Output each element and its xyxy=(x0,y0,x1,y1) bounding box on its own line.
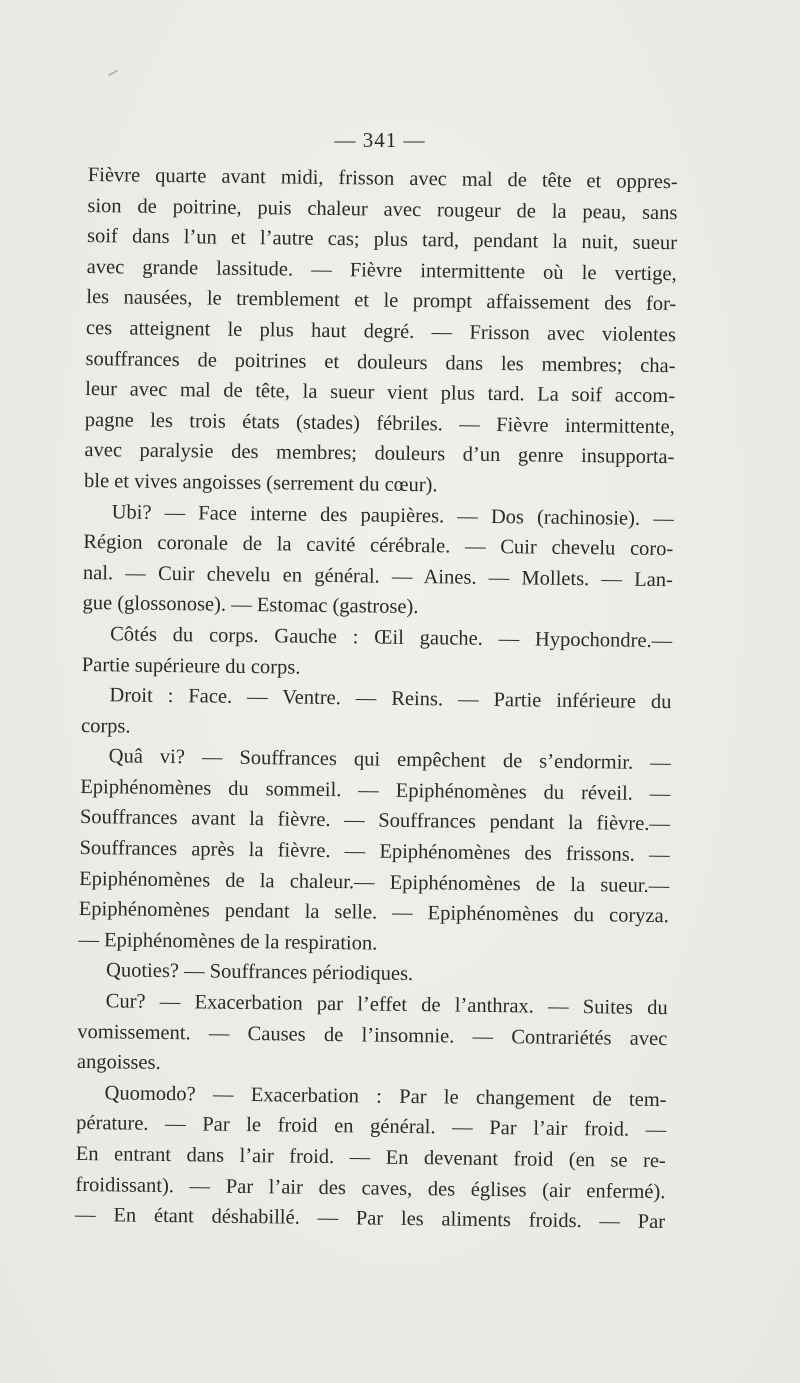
text-line: corps. xyxy=(80,714,131,738)
text-line: pagne les trois états (stades) fébriles. — Fièvre intermittente, xyxy=(84,408,675,438)
page-number: — 341 — xyxy=(334,128,426,152)
text-line: soif dans l’un et l’autre cas; plus tard, pendant la nuit, sueur xyxy=(86,225,678,255)
text-line: les nausées, le tremblement et le prompt affaissement des for- xyxy=(86,286,677,316)
text-line: — Epiphénomènes de la respiration. xyxy=(78,928,378,955)
paper-mark xyxy=(108,70,118,77)
text-line: Côtés du corps. Gauche : Œil gauche. — Hypochondre.— xyxy=(110,623,673,653)
text-line: Droit : Face. — Ventre. — Reins. — Partie inférieure du xyxy=(109,684,672,714)
text-line: nal. — Cuir chevelu en général. — Aines. — Mollets. — Lan- xyxy=(82,561,674,591)
text-line: Partie supérieure du corps. xyxy=(81,653,301,679)
text-line: souffrances de poitrines et douleurs dans les membres; cha- xyxy=(85,347,676,377)
text-line: Souffrances après la fièvre. — Epiphénomènes des frissons. — xyxy=(79,837,670,867)
text-line: froidissant). — Par l’air des caves, des églises (air enfermé). xyxy=(75,1173,666,1203)
text-line: Région coronale de la cavité cérébrale. — Cuir chevelu coro- xyxy=(83,531,674,561)
text-line: Epiphénomènes pendant la selle. — Epiphénomènes du coryza. xyxy=(78,898,669,928)
text-line: Ubi? — Face interne des paupières. — Dos (rachinosie). — xyxy=(111,500,674,530)
text-line: En entrant dans l’air froid. — En devenant froid (en se re- xyxy=(75,1142,666,1173)
text-line: ble et vives angoisses (serrement du cœur). xyxy=(83,469,438,497)
text-line: Souffrances avant la fièvre. — Souffrances pendant la fièvre.— xyxy=(79,806,671,836)
text-line: Quoties? — Souffrances périodiques. xyxy=(105,959,414,986)
text-line: Fièvre quarte avant midi, frisson avec mal de tête et oppres- xyxy=(87,163,678,194)
text-line: gue (glossonose). — Estomac (gastrose). xyxy=(82,592,419,619)
text-line: pérature. — Par le froid en général. — Par l’air froid. — xyxy=(76,1112,667,1142)
text-line: avec grande lassitude. — Fièvre intermittente où le vertige, xyxy=(86,255,677,285)
text-line: leur avec mal de tête, la sueur vient plus tard. La soif accom- xyxy=(85,378,676,408)
text-line: Quâ vi? — Souffrances qui empêchent de s’endormir. — xyxy=(108,745,671,775)
text-line: sion de poitrine, puis chaleur avec rougeur de la peau, sans xyxy=(87,194,678,224)
text-line: Quomodo? — Exacerbation : Par le changement de tem- xyxy=(104,1082,667,1111)
text-line: Cur? — Exacerbation par l’effet de l’anthrax. — Suites du xyxy=(105,990,668,1020)
body-text xyxy=(75,160,678,1238)
text-line: — En étant déshabillé. — Par les aliments froids. — Par xyxy=(74,1204,666,1234)
text-line: vomissement. — Causes de l’insomnie. — Contrariétés avec xyxy=(77,1020,668,1050)
text-line: Epiphénomènes de la chaleur.— Epiphénomènes de la sueur.— xyxy=(79,867,670,897)
text-line: avec paralysie des membres; douleurs d’un genre insupporta- xyxy=(84,439,675,469)
text-line: angoisses. xyxy=(76,1051,161,1075)
text-line: ces atteignent le plus haut degré. — Frisson avec violentes xyxy=(85,316,677,347)
text-line: Epiphénomènes du sommeil. — Epiphénomènes du réveil. — xyxy=(80,775,671,806)
